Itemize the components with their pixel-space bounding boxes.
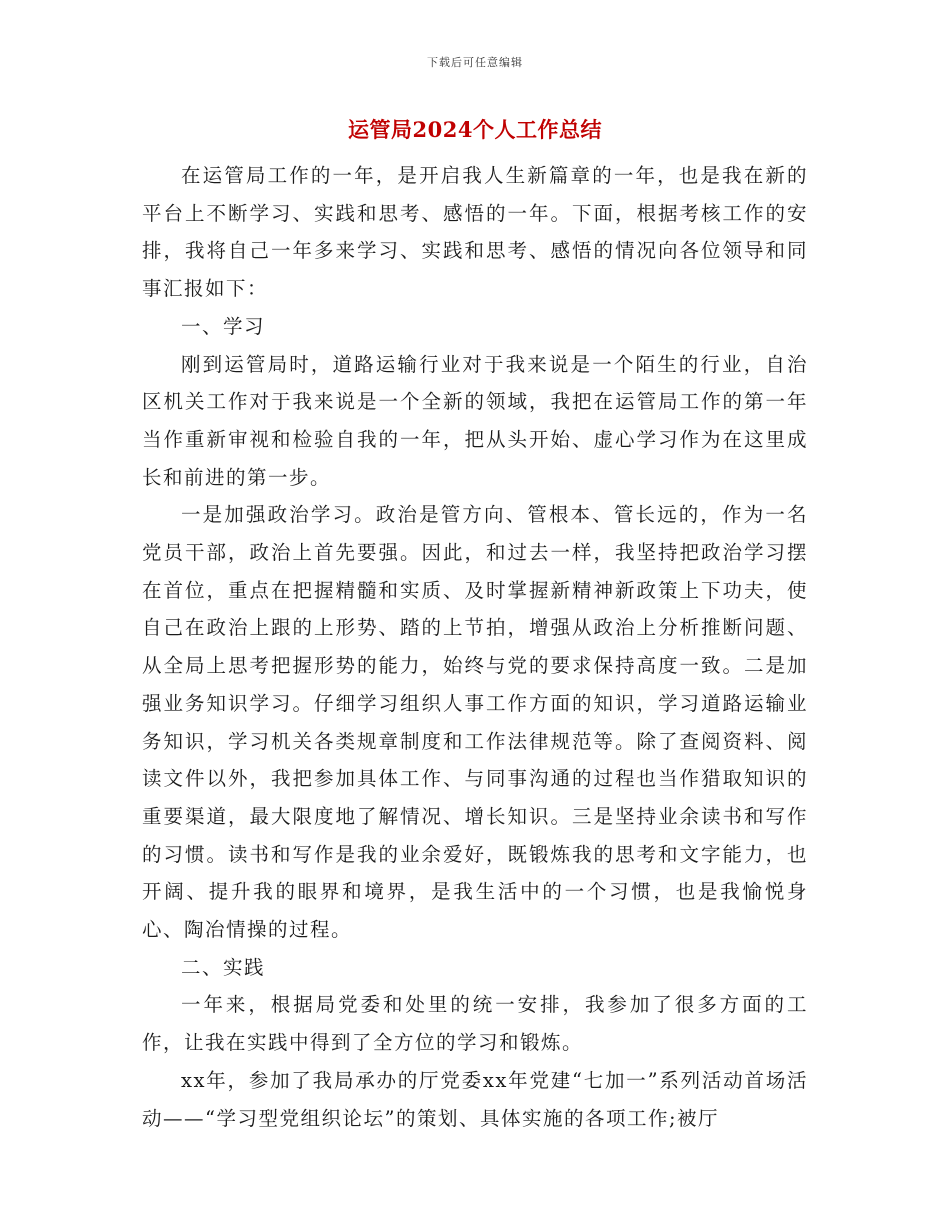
paragraph-practice-details: xx年，参加了我局承办的厅党委xx年党建“七加一”系列活动首场活动——“学习型党组织论坛”的策划、具体实施的各项工作;被厅 bbox=[142, 1068, 808, 1130]
document-title: 运管局2024个人工作总结 bbox=[348, 117, 602, 142]
paragraph-study-intro: 刚到运管局时，道路运输行业对于我来说是一个陌生的行业，自治区机关工作对于我来说是一个全新的领域，我把在运管局工作的第一年当作重新审视和检验自我的一年，把从头开始、虚心学习作为在这里成长和前进的第一步。 bbox=[142, 352, 808, 489]
page-header-note: 下载后可任意编辑 bbox=[427, 56, 523, 69]
section-heading-study: 一、学习 bbox=[181, 314, 266, 338]
paragraph-intro: 在运管局工作的一年，是开启我人生新篇章的一年，也是我在新的平台上不断学习、实践和思考、感悟的一年。下面，根据考核工作的安排，我将自己一年多来学习、实践和思考、感悟的情况向各位领导和同事汇报如下： bbox=[142, 164, 808, 301]
paragraph-study-details: 一是加强政治学习。政治是管方向、管根本、管长远的，作为一名党员干部，政治上首先要强。因此，和过去一样，我坚持把政治学习摆在首位，重点在把握精髓和实质、及时掌握新精神新政策上下功夫，使自己在政治上跟的上形势、踏的上节拍，增强从政治上分析推断问题、从全局上思考把握形势的能力，始终与党的要求保持高度一致。二是加强业务知识学习。仔细学习组织人事工作方面的知识，学习道路运输业务知识，学习机关各类规章制度和工作法律规范等。除了查阅资料、阅读文件以外，我把参加具体工作、与同事沟通的过程也当作猎取知识的重要渠道，最大限度地了解情况、增长知识。三是坚持业余读书和写作的习惯。读书和写作是我的业余爱好，既锻炼我的思考和文字能力，也开阔、提升我的眼界和境界，是我生活中的一个习惯，也是我愉悦身心、陶冶情操的过程。 bbox=[142, 503, 808, 942]
paragraph-practice-intro: 一年来，根据局党委和处里的统一安排，我参加了很多方面的工作，让我在实践中得到了全方位的学习和锻炼。 bbox=[142, 993, 808, 1055]
document-body bbox=[142, 157, 808, 1137]
section-heading-practice: 二、实践 bbox=[181, 955, 266, 979]
